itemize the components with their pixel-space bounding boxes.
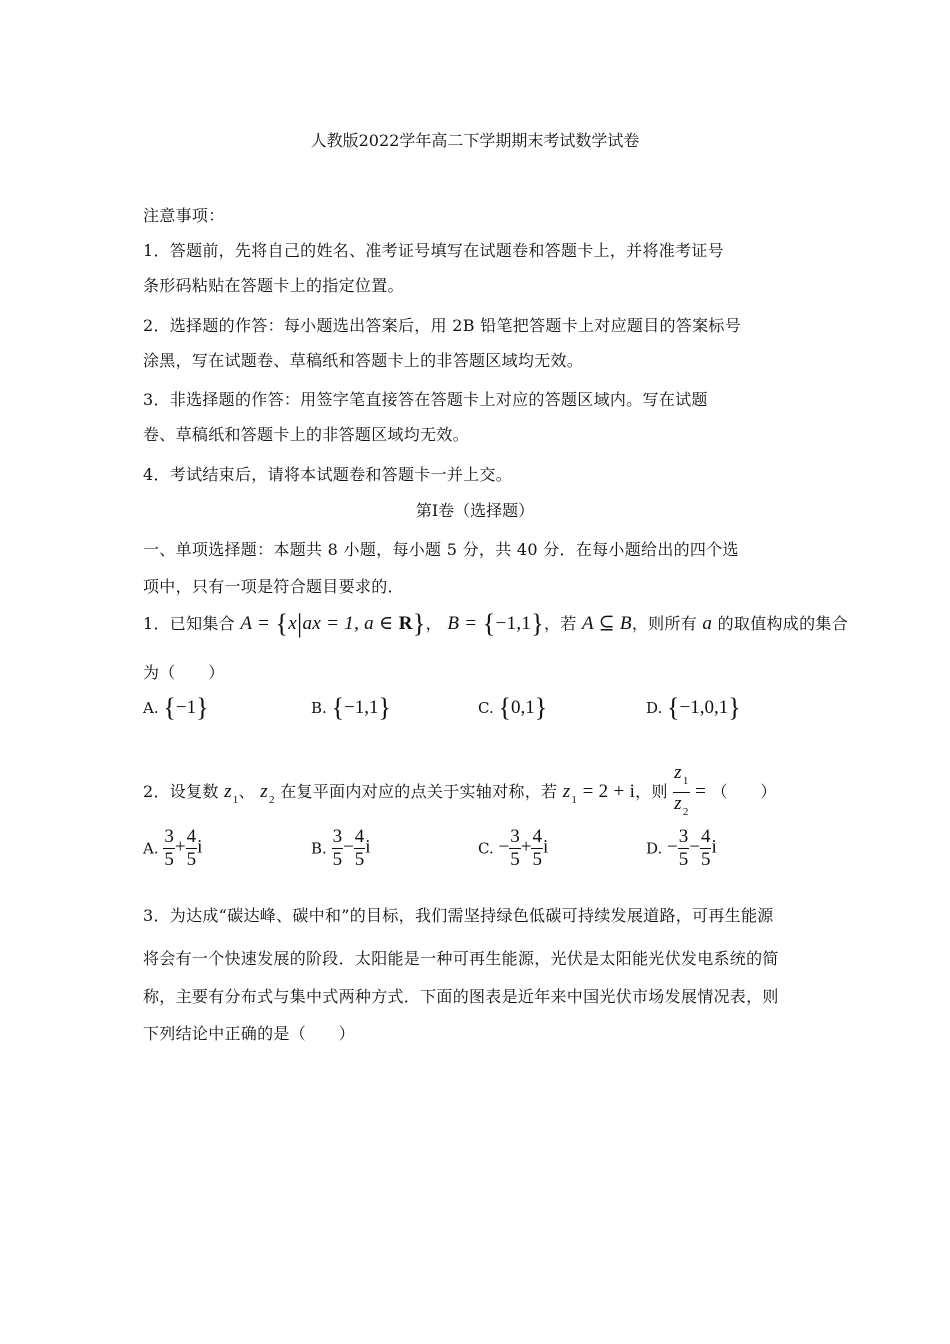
page-title: 人教版2022学年高二下学期期末考试数学试卷 [310,131,640,150]
q1-var-a: a [702,613,713,634]
q1-real-set: R [398,613,413,634]
left-brace-icon: { [163,693,176,722]
q2-option-b[interactable]: B. $\frac{3}{5}$ − $\frac{4}{5}$ i [311,826,371,870]
q2-prefix: 2．设复数 [143,782,219,801]
notice-line: 条形码粘贴在答题卡上的指定位置。 [143,276,404,295]
q1-comma: ， [425,614,442,633]
section-title: 第Ⅰ卷（选择题） [415,501,535,520]
notice-line: 涂黑，写在试题卷、草稿纸和答题卡上的非答题区域均无效。 [143,351,584,370]
q1-option-c[interactable] [478,693,547,723]
notice-line: 卷、草稿纸和答题卡上的非答题区域均无效。 [143,425,470,444]
option-label: A. [143,699,159,717]
q2-eq: = [695,781,707,802]
q1-set-a-cond: ax = 1, a ∈ [302,613,394,634]
bar-icon: | [297,609,303,638]
q1-option-a[interactable] [143,693,209,723]
q1-option-b[interactable] [311,693,391,723]
notice-line: 1．答题前，先将自己的姓名、准考证号填写在试题卷和答题卡上，并将准考证号 [143,241,724,260]
left-brace-icon: { [667,693,680,722]
fraction: $\frac{3}{5}$ [164,826,174,870]
q1-set-a-var: x [288,613,298,634]
right-brace-icon: } [531,609,545,638]
option-value: −1,0,1 [679,697,729,718]
left-brace-icon: { [331,693,345,722]
fraction: $\frac{4}{5}$ [532,826,542,870]
q1-suffix: 的取值构成的集合 [717,614,849,633]
q2-fraction: $\frac{z_1}{z_2}$ [674,762,689,818]
q1-prefix: 1．已知集合 [143,614,235,633]
fraction: $\frac{3}{5}$ [678,826,689,870]
q1-set-b-lhs: B = [447,613,478,634]
part-instruction: 一、单项选择题：本题共 8 小题，每小题 5 分，共 40 分．在每小题给出的四个选 [143,540,739,559]
option-label: B. [311,699,327,717]
part-instruction: 项中，只有一项是符合题目要求的． [143,577,404,596]
question-3-line: 下列结论中正确的是（ ） [143,1024,355,1043]
notice-heading: 注意事项： [143,206,225,225]
question-1 [143,609,848,639]
option-label: B. [311,839,327,858]
right-brace-icon: } [412,609,426,638]
question-3-line: 3．为达成“碳达峰、碳中和”的目标，我们需坚持绿色低碳可持续发展道路，可再生能源 [143,906,774,925]
option-label: C. [478,839,494,858]
q2-option-a[interactable]: A. $\frac{3}{5}$ + $\frac{4}{5}$ i [143,826,203,870]
q1-suffix: ，则所有 [631,614,698,633]
q2-blank: （ ） [711,782,777,801]
q2-z2: $z_2$ [260,781,275,806]
q2-z1: $z_1$ [224,781,239,806]
fraction: $\frac{4}{5}$ [700,826,711,870]
notice-line: 4．考试结束后，请将本试题卷和答题卡一并上交。 [143,465,513,484]
left-brace-icon: { [482,609,496,638]
right-brace-icon: } [728,693,741,722]
option-label: D. [646,839,663,858]
left-brace-icon: { [275,609,289,638]
question-3-line: 称，主要有分布式与集中式两种方式．下面的图表是近年来中国光伏市场发展情况表，则 [143,987,779,1006]
question-1-line2: 为（ ） [143,663,225,682]
option-value: −1 [175,697,197,718]
fraction: $\frac{3}{5}$ [510,826,520,870]
option-label: A. [143,839,159,858]
option-value: 0,1 [510,697,535,718]
right-brace-icon: } [196,693,209,722]
question-3-line: 将会有一个快速发展的阶段．太阳能是一种可再生能源，光伏是太阳能光伏发电系统的简 [143,949,779,968]
option-value: −1,1 [344,697,379,718]
q2-then: ，则 [635,782,668,801]
q2-option-d[interactable]: D. − $\frac{3}{5}$ − $\frac{4}{5}$ i [646,826,717,870]
q1-set-b-body: −1,1 [495,613,532,634]
q1-option-d[interactable] [646,693,741,723]
q1-subset: A ⊆ B [582,613,632,634]
right-brace-icon: } [378,693,392,722]
q1-mid: ，若 [544,614,577,633]
notice-line: 3．非选择题的作答：用签字笔直接答在答题卡上对应的答题区域内。写在试题 [143,390,708,409]
question-2 [143,762,777,823]
right-brace-icon: } [534,693,548,722]
q1-set-a-lhs: A = [240,613,271,634]
notice-line: 2．选择题的作答：每小题选出答案后，用 2B 铅笔把答题卡上对应题目的答案标号 [143,316,741,335]
option-label: C. [478,699,494,717]
q2-sep: 、 [238,782,255,801]
q2-z1-ref: $z_1$ [562,781,578,806]
left-brace-icon: { [498,693,511,722]
fraction: $\frac{3}{5}$ [332,826,343,870]
fraction: $\frac{4}{5}$ [186,826,197,870]
q2-option-c[interactable]: C. − $\frac{3}{5}$ + $\frac{4}{5}$ i [478,826,549,870]
option-label: D. [646,699,663,717]
q2-z1-value: = 2 + i [582,781,636,802]
q2-mid: 在复平面内对应的点关于实轴对称，若 [280,782,558,801]
fraction: $\frac{4}{5}$ [354,826,365,870]
